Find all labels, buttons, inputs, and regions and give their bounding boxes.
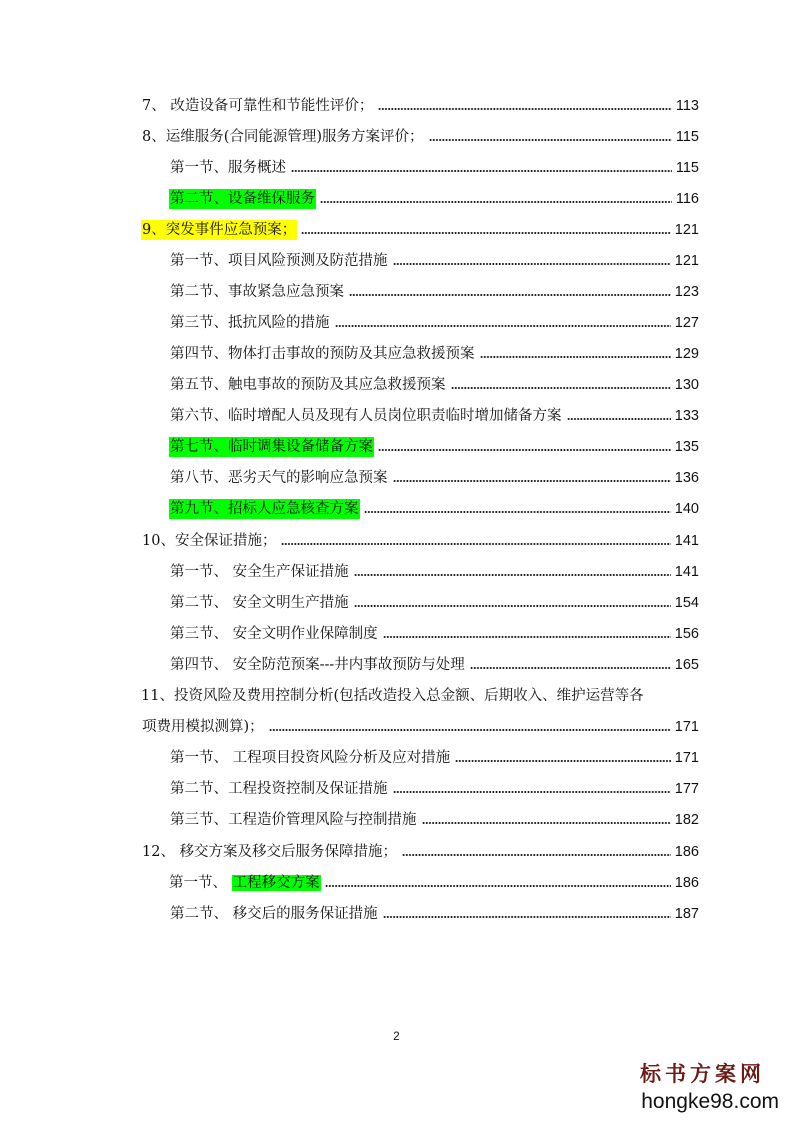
- toc-entry[interactable]: [169, 620, 699, 644]
- dot-leader: [393, 790, 671, 794]
- toc-entry-page: 123: [674, 284, 699, 300]
- toc-entry-title: 第二节、工程投资控制及保证措施: [170, 781, 388, 797]
- toc-entry[interactable]: [141, 123, 699, 147]
- toc-entry-title: 第二节、事故紧急应急预案: [170, 284, 344, 300]
- toc-entry-page: 141: [674, 564, 699, 580]
- toc-entry-wrapped-line[interactable]: 11、投资风险及费用控制分析(包括改造投入总金额、后期收入、维护运营等各: [141, 688, 644, 704]
- toc-entry[interactable]: [169, 371, 699, 395]
- dot-leader: [429, 138, 672, 142]
- toc-entry-page: 177: [674, 781, 699, 797]
- dot-leader: [422, 821, 671, 825]
- toc-entry-page: 129: [674, 346, 699, 362]
- dot-leader: [320, 200, 672, 204]
- toc-entry-title: 第四节、 安全防范预案---井内事故预防与处理: [170, 657, 465, 673]
- toc-entry-title: 第七节、临时调集设备储备方案: [170, 439, 373, 455]
- toc-entry-title: 第一节、 安全生产保证措施: [170, 564, 349, 580]
- dot-leader: [325, 884, 671, 888]
- toc-entry-title: 第二节、 安全文明生产措施: [170, 595, 349, 611]
- toc-entry-title: 第一节、服务概述: [170, 160, 286, 176]
- toc-entry[interactable]: [169, 806, 699, 830]
- toc-entry[interactable]: [169, 402, 699, 426]
- toc-entry-page: 186: [674, 844, 699, 860]
- dot-leader: [383, 915, 671, 919]
- toc-entry-page: 113: [675, 98, 699, 114]
- toc-entry[interactable]: [169, 278, 699, 302]
- toc-entry-title: 第三节、工程造价管理风险与控制措施: [170, 812, 417, 828]
- dot-leader: [281, 542, 670, 546]
- dot-leader: [378, 107, 672, 111]
- toc-entry-page: 187: [674, 906, 699, 922]
- dot-leader: [470, 666, 671, 670]
- dot-leader: [349, 293, 671, 297]
- toc-entry-highlight: 工程移交方案: [232, 875, 320, 891]
- toc-entry[interactable]: [141, 713, 699, 737]
- toc-entry[interactable]: [169, 589, 699, 613]
- dot-leader: [378, 448, 671, 452]
- toc-entry-title: 10、安全保证措施；: [142, 533, 277, 549]
- toc-entry-page: 156: [674, 626, 699, 642]
- toc-entry[interactable]: [169, 651, 699, 675]
- toc-entry-page: 171: [674, 750, 699, 766]
- dot-leader: [354, 604, 671, 608]
- toc-entry-page: 133: [674, 408, 699, 424]
- toc-entry-title: 项费用模拟测算)；: [142, 719, 264, 735]
- dot-leader: [335, 324, 671, 328]
- toc-entry[interactable]: [169, 185, 699, 209]
- toc-entry[interactable]: [141, 216, 699, 240]
- dot-leader: [402, 853, 671, 857]
- toc-entry-title: 第三节、抵抗风险的措施: [170, 315, 330, 331]
- toc-entry[interactable]: [141, 92, 699, 116]
- toc-entry-title: 12、 移交方案及移交后服务保障措施；: [142, 844, 398, 860]
- site-watermark: [640, 1058, 779, 1114]
- toc-entry[interactable]: [169, 869, 699, 893]
- toc-entry-page: 130: [674, 377, 699, 393]
- dot-leader: [393, 262, 671, 266]
- toc-entry[interactable]: [169, 744, 699, 768]
- toc-entry-title: 8、运维服务(合同能源管理)服务方案评价；: [142, 129, 424, 145]
- toc-entry-title: [169, 873, 321, 893]
- toc-entry[interactable]: [169, 309, 699, 333]
- toc-entry-page: 135: [674, 439, 699, 455]
- toc-entry-title: 第二节、 移交后的服务保证措施: [170, 906, 378, 922]
- toc-entry[interactable]: [169, 900, 699, 924]
- toc-entry-page: 171: [674, 719, 699, 735]
- toc-entry-page: 186: [674, 875, 699, 891]
- toc-entry-page: 154: [674, 595, 699, 611]
- watermark-url: hongke98.com: [641, 1090, 779, 1113]
- toc-entry-page: 136: [674, 470, 699, 486]
- toc-entry[interactable]: [169, 495, 699, 519]
- toc-entry-title: 7、 改造设备可靠性和节能性评价；: [142, 98, 374, 114]
- toc-entry-page: 182: [674, 812, 699, 828]
- toc-entry[interactable]: [169, 340, 699, 364]
- dot-leader: [301, 231, 671, 235]
- toc-entry[interactable]: [169, 154, 699, 178]
- toc-entry-title: 第五节、触电事故的预防及其应急救援预案: [170, 377, 446, 393]
- toc-entry-title: 第一节、 工程项目投资风险分析及应对措施: [170, 750, 451, 766]
- toc-entry-page: 165: [674, 657, 699, 673]
- toc-entry[interactable]: [169, 558, 699, 582]
- dot-leader: [455, 759, 671, 763]
- toc-entry-title: 第八节、恶劣天气的影响应急预案: [170, 470, 388, 486]
- toc-entry-page: 115: [675, 129, 699, 145]
- page-number: 2: [393, 1031, 400, 1043]
- dot-leader: [364, 510, 671, 514]
- toc-entry[interactable]: [141, 527, 699, 551]
- toc-entry-title: 第三节、 安全文明作业保障制度: [170, 626, 378, 642]
- toc-entry[interactable]: [169, 775, 699, 799]
- toc-entry[interactable]: [169, 247, 699, 271]
- toc-entry-title: 第二节、设备维保服务: [170, 191, 315, 207]
- dot-leader: [354, 573, 671, 577]
- toc-entry-title: 第六节、临时增配人员及现有人员岗位职责临时增加储备方案: [170, 408, 562, 424]
- toc-entry-prefix: 第一节、: [169, 875, 232, 891]
- dot-leader: [393, 479, 671, 483]
- toc-entry-page: 121: [674, 222, 699, 238]
- dot-leader: [383, 635, 671, 639]
- toc-entry[interactable]: [141, 838, 699, 862]
- toc-entry-page: 115: [675, 160, 699, 176]
- toc-entry-title: 第九节、招标人应急核查方案: [170, 501, 359, 517]
- toc-entry[interactable]: [169, 433, 699, 457]
- dot-leader: [269, 728, 671, 732]
- watermark-logo-text: 标书方案网: [640, 1061, 765, 1086]
- toc-entry-title: 第四节、物体打击事故的预防及其应急救援预案: [170, 346, 475, 362]
- toc-entry-page: 127: [674, 315, 699, 331]
- toc-entry[interactable]: [169, 464, 699, 488]
- toc-entry-page: 141: [674, 533, 699, 549]
- toc-entry-page: 140: [674, 501, 699, 517]
- toc-entry-page: 116: [675, 191, 699, 207]
- toc-entry-title: 9、突发事件应急预案；: [142, 222, 297, 238]
- dot-leader: [451, 386, 671, 390]
- dot-leader: [291, 169, 672, 173]
- dot-leader: [567, 417, 671, 421]
- toc-entry-title: 第一节、项目风险预测及防范措施: [170, 253, 388, 269]
- toc-entry-page: 121: [674, 253, 699, 269]
- dot-leader: [480, 355, 671, 359]
